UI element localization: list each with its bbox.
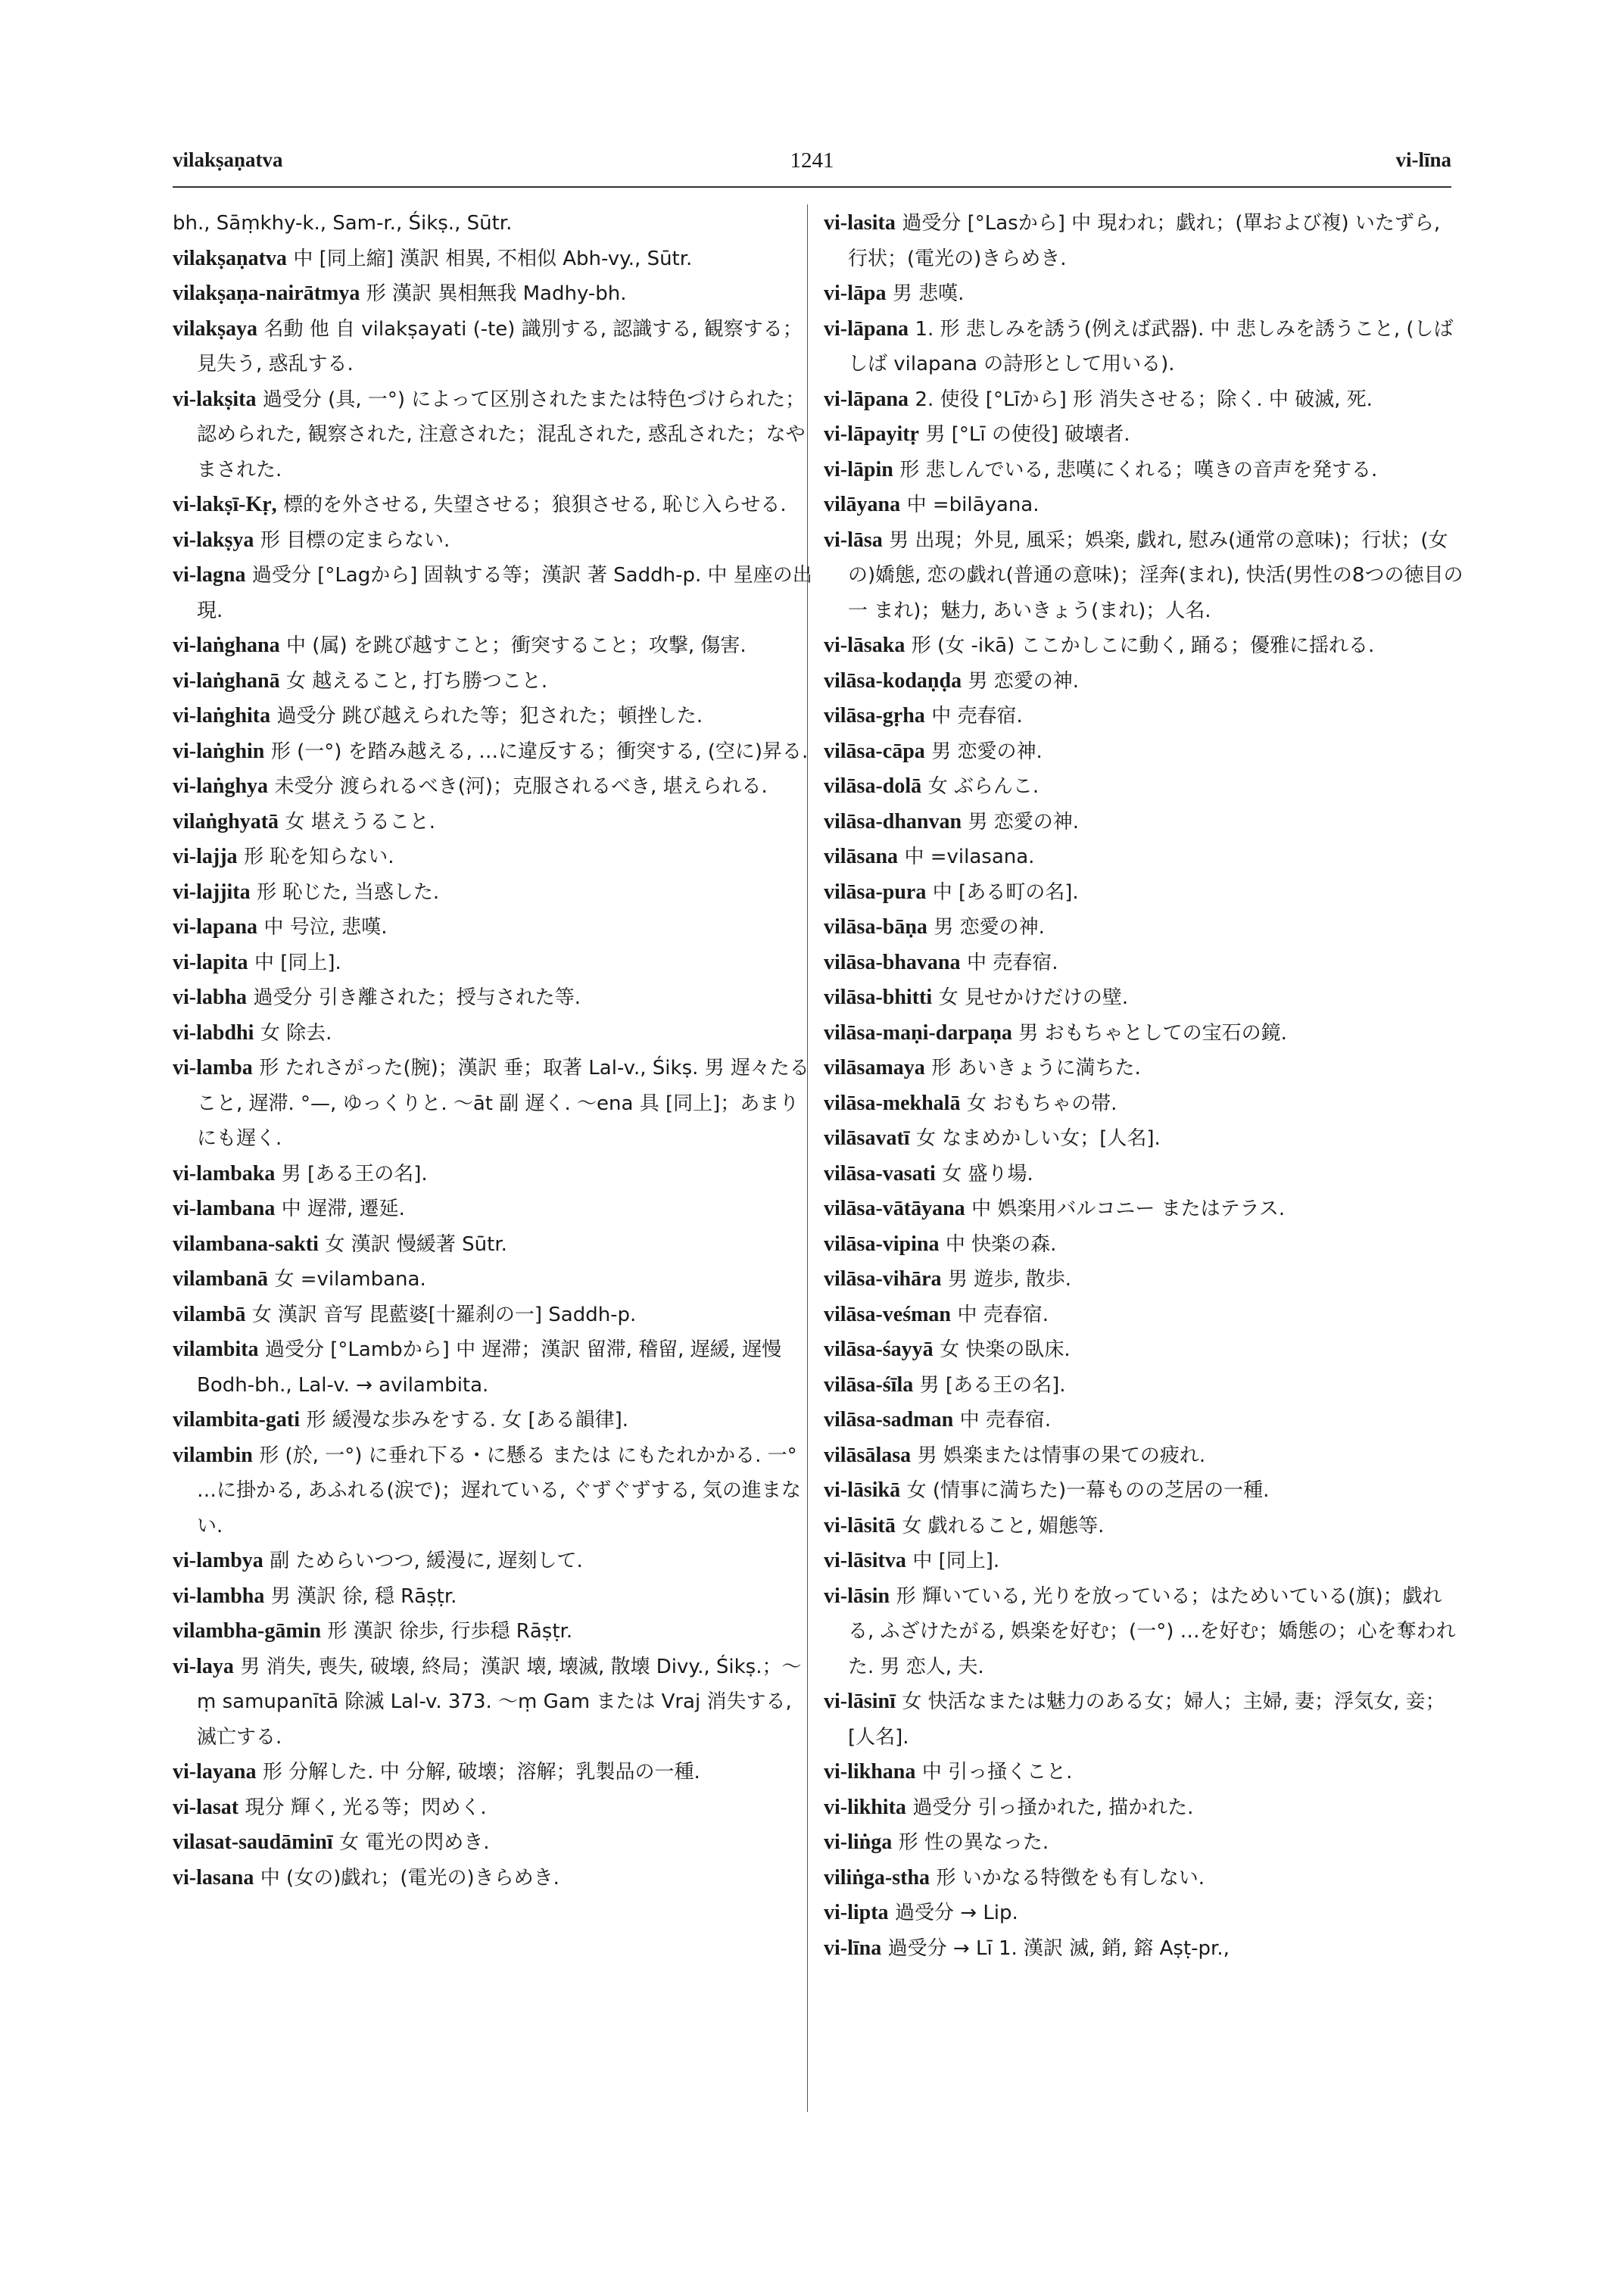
- dictionary-entry: [173, 1438, 812, 1544]
- entry-headword: vi-lāsa: [824, 528, 883, 552]
- dictionary-entry: [824, 699, 1463, 734]
- entry-definition: 女 盛り場.: [942, 1162, 1033, 1185]
- entry-headword: vilāsavatī: [824, 1126, 910, 1150]
- entry-definition: 男 悲嘆.: [892, 282, 965, 305]
- dictionary-entry: [173, 664, 812, 699]
- entry-headword: vilāsa-gṛha: [824, 704, 925, 727]
- entry-headword: vi-lāsaka: [824, 634, 906, 657]
- running-head: [173, 148, 1451, 182]
- dictionary-entry: [173, 1861, 812, 1896]
- entry-headword: vilāsa-vipina: [824, 1232, 940, 1256]
- entry-definition: 女 戯れること, 媚態等.: [902, 1514, 1105, 1537]
- dictionary-entry: [173, 946, 812, 981]
- entry-headword: vi-lasat: [173, 1795, 239, 1819]
- entry-headword: vi-laṅghya: [173, 774, 269, 798]
- entry-headword: vi-lakṣita: [173, 387, 257, 411]
- entry-headword: vi-lakṣya: [173, 528, 254, 552]
- entry-headword: vilambita-gati: [173, 1408, 300, 1432]
- dictionary-entry: [173, 382, 812, 488]
- entry-definition: 形 恥じた, 当惑した.: [257, 880, 440, 904]
- dictionary-entry: [824, 1896, 1463, 1931]
- entry-headword: vi-lasana: [173, 1865, 254, 1890]
- dictionary-entry: [824, 1931, 1463, 1967]
- entry-headword: vi-lāpana: [824, 316, 909, 341]
- entry-definition: 中 売春宿.: [957, 1303, 1049, 1326]
- entry-definition: 過受分 引っ掻かれた, 描かれた.: [912, 1796, 1194, 1819]
- entry-headword: vi-lāsin: [824, 1584, 890, 1608]
- dictionary-entry: [173, 1051, 812, 1157]
- entry-definition: 2. 使役 [°Līから] 形 消失させる；除く. 中 破滅, 死.: [915, 388, 1373, 411]
- entry-headword: vi-labha: [173, 986, 248, 1009]
- entry-definition: 男 消失, 喪失, 破壊, 終局；漢訳 壊, 壊滅, 散壊 Divy., Śikṣ.；～ṃ samupanītā 除滅 Lal-v. 373. ～ṃ Gam または Vraj 消失する, 滅亡する.: [197, 1655, 802, 1749]
- dictionary-entry: [824, 1403, 1463, 1438]
- dictionary-entry: [824, 875, 1463, 911]
- entry-headword: vi-lambha: [173, 1584, 265, 1608]
- dictionary-entry: [824, 1368, 1463, 1404]
- entry-definition: 過受分 [°Lasから] 中 現われ；戯れ；(單および複) いたずら, 行状；(電光の)きらめき.: [848, 212, 1441, 270]
- entry-definition: 男 娯楽または情事の果ての疲れ.: [917, 1444, 1206, 1467]
- dictionary-entry: [824, 382, 1463, 418]
- dictionary-entry: [824, 1157, 1463, 1192]
- dictionary-entry: [173, 1192, 812, 1227]
- entry-definition: 女 おもちゃの帯.: [966, 1092, 1117, 1115]
- entry-headword: vi-lambaka: [173, 1161, 276, 1185]
- entry-definition: 女 除去.: [260, 1021, 332, 1045]
- dictionary-entry: [824, 1086, 1463, 1122]
- entry-definition: 男 恋愛の神.: [934, 916, 1045, 939]
- entry-headword: vilāsamaya: [824, 1056, 925, 1080]
- entry-headword: vi-labdhi: [173, 1020, 254, 1045]
- entry-headword: vi-lāpayitṛ: [824, 422, 919, 446]
- entry-definition: 現分 輝く, 光る等；閃めく.: [245, 1796, 487, 1819]
- entry-headword: vi-layana: [173, 1760, 257, 1784]
- entry-headword: vi-lāpana: [824, 387, 909, 411]
- entry-headword: vilāsa-pura: [824, 880, 927, 904]
- entry-headword: vilāsālasa: [824, 1443, 912, 1467]
- dictionary-entry: [824, 1755, 1463, 1790]
- entry-headword: vi-lambana: [173, 1197, 276, 1220]
- entry-headword: vilāsa-bhavana: [824, 950, 961, 974]
- entry-definition: 過受分 (具, 一°) によって区別されたまたは特色づけられた；認められた, 観察された, 注意された；混乱された, 惑乱された；なやまされた.: [197, 388, 806, 481]
- dictionary-entry: [173, 840, 812, 875]
- entry-headword: vilambita: [173, 1338, 259, 1361]
- entry-headword: vilambā: [173, 1302, 246, 1326]
- entry-definition: 中 =bilāyana.: [906, 494, 1040, 516]
- entry-definition: 形 漢訳 異相無我 Madhy-bh.: [366, 282, 627, 305]
- entry-headword: vilāsa-sadman: [824, 1408, 954, 1432]
- dictionary-entry: [824, 1579, 1463, 1685]
- dictionary-entry: [824, 488, 1463, 523]
- entry-definition: 形 漢訳 徐歩, 行歩穏 Rāṣṭr.: [327, 1620, 573, 1643]
- entry-headword: vilambanā: [173, 1267, 269, 1291]
- entry-headword: vi-liṅga: [824, 1830, 893, 1854]
- entry-headword: vi-lajja: [173, 845, 238, 868]
- dictionary-entry: [824, 628, 1463, 664]
- dictionary-entry: [173, 1262, 812, 1298]
- dictionary-entry: [173, 628, 812, 664]
- dictionary-entry: [173, 276, 812, 312]
- entry-definition: 形 (女 -ikā) ここかしこに動く, 踊る；優雅に揺れる.: [911, 634, 1375, 657]
- dictionary-entry: [824, 1684, 1463, 1755]
- entry-headword: vi-laṅghin: [173, 739, 265, 763]
- dictionary-entry: [173, 1579, 812, 1615]
- entry-definition: 形 悲しんでいる, 悲嘆にくれる；嘆きの音声を発する.: [899, 458, 1378, 481]
- entry-definition: 女 越えること, 打ち勝つこと.: [286, 669, 548, 693]
- dictionary-entry: [173, 312, 812, 382]
- entry-definition: 形 恥を知らない.: [243, 846, 394, 868]
- dictionary-entry: [824, 1192, 1463, 1227]
- entry-definition: 男 [°Lī の使役] 破壊者.: [925, 423, 1130, 446]
- entry-headword: vilakṣaṇatva: [173, 246, 287, 270]
- entry-definition: 女 なまめかしい女；[人名].: [916, 1127, 1161, 1150]
- entry-definition: 中 快楽の森.: [945, 1232, 1057, 1256]
- entry-headword: vi-lasita: [824, 211, 896, 235]
- entry-definition: 過受分 → Lī 1. 漢訳 滅, 銷, 鎔 Aṣṭ-pr.,: [887, 1936, 1230, 1960]
- entry-definition: 女 ぶらんこ.: [927, 775, 1040, 798]
- entry-headword: vi-lāsikā: [824, 1478, 901, 1502]
- entry-headword: vilāsa-maṇi-darpaṇa: [824, 1020, 1012, 1045]
- dictionary-entry: [173, 734, 812, 770]
- entry-headword: viliṅga-stha: [824, 1865, 930, 1890]
- dictionary-entry: [824, 980, 1463, 1016]
- dictionary-entry: [173, 699, 812, 734]
- entry-definition: 男 おもちゃとしての宝石の鏡.: [1018, 1021, 1287, 1045]
- entry-definition: 男 [ある王の名].: [919, 1373, 1066, 1397]
- entry-definition: 男 出現；外見, 風采；娯楽, 戯れ, 慰み(通常の意味)；行状；(女の)嬌態, 恋の戯れ(普通の意味)；淫奔(まれ), 快活(男性の8つの徳目の一 まれ)；魅力, あいきょう(まれ)；人名.: [848, 528, 1463, 622]
- entry-definition: 形 緩漫な歩みをする. 女 [ある韻律].: [306, 1409, 629, 1432]
- dictionary-entry: [824, 312, 1463, 382]
- dictionary-entry: [173, 1157, 812, 1192]
- entry-headword: vilāsa-śīla: [824, 1372, 914, 1397]
- entry-headword: vi-lambya: [173, 1549, 263, 1572]
- dictionary-entry: [173, 980, 812, 1016]
- entry-headword: vi-lāpa: [824, 282, 887, 305]
- entry-definition: 女 漢訳 慢緩著 Sūtr.: [325, 1232, 507, 1256]
- entry-definition: 過受分 [°Lagから] 固執する等；漢訳 著 Saddh-p. 中 星座の出現.: [197, 564, 812, 622]
- dictionary-entry: [824, 1051, 1463, 1086]
- entry-definition: 形 (於, 一°) に垂れ下る・に懸る または にもたれかかる. 一° …に掛かる, あふれる(涙で)；遅れている, ぐずぐずする, 気の進まない.: [197, 1444, 801, 1537]
- dictionary-entry: [173, 1614, 812, 1650]
- dictionary-entry: [824, 1262, 1463, 1298]
- left-column: [173, 206, 812, 1896]
- dictionary-entry: [173, 1825, 812, 1861]
- entry-headword: vilāsa-kodaṇḍa: [824, 668, 962, 693]
- entry-definition: 形 いかなる特徴をも有しない.: [936, 1866, 1205, 1890]
- entry-headword: vilambana-sakti: [173, 1232, 319, 1256]
- entry-headword: vilāsa-bhitti: [824, 986, 933, 1009]
- entry-definition: 形 輝いている, 光りを放っている；はためいている(旗)；戯れる, ふざけたがる, 娯楽を好む；(一°) …を好む；嬌態の；心を奪われた. 男 恋人, 夫.: [848, 1584, 1456, 1678]
- dictionary-entry: [824, 1227, 1463, 1263]
- entry-definition: 標的を外させる, 失望させる；狼狽させる, 恥じ入らせる.: [283, 494, 787, 516]
- entry-headword: vilāsa-śayyā: [824, 1338, 934, 1361]
- dictionary-entry: [173, 206, 812, 241]
- entry-definition: 男 遊歩, 散歩.: [948, 1268, 1072, 1291]
- entry-definition: 未受分 渡られるべき(河)；克服されるべき, 堪えられる.: [274, 775, 768, 798]
- entry-headword: vi-līna: [824, 1936, 882, 1960]
- entry-headword: vilāsa-dolā: [824, 774, 922, 798]
- entry-definition: 中 [ある町の名].: [932, 880, 1079, 904]
- dictionary-entry: [824, 946, 1463, 981]
- entry-definition: 名動 他 自 vilakṣayati (-te) 識別する, 認識する, 観察する；見失う, 惑乱する.: [197, 317, 803, 375]
- dictionary-entry: [824, 1438, 1463, 1474]
- entry-definition: 男 恋愛の神.: [931, 740, 1043, 763]
- entry-definition: 女 快活なまたは魅力のある女；婦人；主婦, 妻；浮気女, 妾；[人名].: [848, 1690, 1445, 1749]
- entry-headword: vi-laya: [173, 1654, 234, 1678]
- dictionary-entry: [824, 417, 1463, 453]
- entry-definition: 中 娯楽用バルコニー またはテラス.: [971, 1198, 1286, 1220]
- entry-definition: 副 ためらいつつ, 緩漫に, 遅刻して.: [270, 1550, 583, 1572]
- entry-definition: 女 見せかけだけの壁.: [938, 986, 1129, 1009]
- dictionary-entry: [173, 805, 812, 840]
- entry-definition: 男 恋愛の神.: [968, 810, 1080, 833]
- entry-definition: 男 漢訳 徐, 穏 Rāṣṭr.: [270, 1584, 457, 1608]
- dictionary-entry: [173, 1298, 812, 1333]
- entry-headword: vi-laṅghita: [173, 704, 271, 727]
- dictionary-entry: [824, 1016, 1463, 1051]
- dictionary-entry: [173, 1544, 812, 1579]
- entry-definition: 形 (一°) を踏み越える, …に違反する；衝突する, (空に)昇る.: [270, 740, 809, 763]
- dictionary-entry: [173, 910, 812, 946]
- dictionary-entry: [824, 1332, 1463, 1368]
- entry-definition: 中 [同上].: [254, 951, 341, 974]
- dictionary-entry: [824, 1825, 1463, 1861]
- dictionary-entry: [824, 840, 1463, 875]
- entry-headword: vi-lajjita: [173, 880, 251, 904]
- header-rule: [173, 186, 1451, 188]
- entry-definition: 中 [同上].: [912, 1550, 1000, 1572]
- entry-headword: vilambha-gāmin: [173, 1619, 322, 1643]
- dictionary-entry: [173, 1790, 812, 1826]
- entry-definition: 過受分 引き離された；授与された等.: [253, 986, 581, 1009]
- entry-definition: 中 号泣, 悲嘆.: [263, 916, 388, 939]
- dictionary-entry: [173, 1332, 812, 1403]
- entry-definition: 過受分 跳び越えられた等；犯された；頓挫した.: [276, 705, 703, 727]
- entry-definition: 女 =vilambana.: [274, 1268, 426, 1291]
- dictionary-entry: [173, 488, 812, 523]
- dictionary-entry: [824, 1861, 1463, 1896]
- dictionary-entry: [173, 1016, 812, 1051]
- entry-headword: vi-laṅghana: [173, 634, 280, 657]
- dictionary-entry: [173, 1650, 812, 1756]
- entry-headword: vilāsa-vasati: [824, 1161, 936, 1185]
- dictionary-entry: [173, 1403, 812, 1438]
- entry-definition: 中 売春宿.: [966, 951, 1058, 974]
- entry-definition: 中 =vilasana.: [904, 846, 1035, 868]
- right-column: [824, 206, 1463, 1966]
- dictionary-entry: [824, 206, 1463, 276]
- entry-definition: 形 分解した. 中 分解, 破壊；溶解；乳製品の一種.: [262, 1761, 700, 1784]
- entry-definition: 女 電光の閃めき.: [339, 1831, 490, 1854]
- entry-headword: vi-lapana: [173, 915, 258, 939]
- entry-headword: vi-lapita: [173, 950, 248, 974]
- entry-headword: vilāyana: [824, 493, 901, 516]
- entry-headword: vi-lāsinī: [824, 1690, 896, 1713]
- entry-definition: 男 恋愛の神.: [968, 669, 1080, 693]
- dictionary-entry: [824, 1121, 1463, 1157]
- dictionary-entry: [824, 453, 1463, 488]
- entry-definition: 中 売春宿.: [959, 1409, 1052, 1432]
- dictionary-entry: [173, 1227, 812, 1263]
- entry-headword: vi-lipta: [824, 1901, 889, 1924]
- entry-definition: 中 (女の)戯れ；(電光の)きらめき.: [260, 1866, 560, 1890]
- entry-definition: 中 引っ掻くこと.: [921, 1761, 1073, 1784]
- entry-headword: vi-lāpin: [824, 457, 893, 481]
- dictionary-entry: [824, 1790, 1463, 1826]
- entry-definition: 女 漢訳 音写 毘藍婆[十羅刹の一] Saddh-p.: [251, 1303, 637, 1326]
- dictionary-entry: [173, 769, 812, 805]
- entry-headword: vilāsa-mekhalā: [824, 1091, 961, 1115]
- dictionary-entry: [824, 769, 1463, 805]
- dictionary-entry: [824, 734, 1463, 770]
- dictionary-entry: [173, 875, 812, 911]
- dictionary-entry: [173, 1755, 812, 1790]
- running-head-left: vilakṣaṇatva: [173, 148, 283, 171]
- entry-definition: 形 目標の定まらない.: [260, 528, 450, 552]
- entry-definition: 形 たれさがった(腕)；漢訳 垂；取著 Lal-v., Śikṣ. 男 遅々たること, 遅滞. °—, ゆっくりと. ～āt 副 遅く. ～ena 具 [同上]；あまりにも遅く.: [197, 1057, 809, 1150]
- entry-headword: vilasat-saudāminī: [173, 1830, 333, 1854]
- entry-definition: 女 堪えうること.: [285, 810, 435, 833]
- entry-definition: 過受分 [°Lambから] 中 遅滞；漢訳 留滞, 稽留, 遅緩, 遅慢 Bodh-bh., Lal-v. → avilambita.: [197, 1338, 782, 1397]
- entry-headword: vi-likhana: [824, 1760, 916, 1784]
- running-head-right: vi-līna: [1395, 148, 1451, 171]
- entry-headword: vilambin: [173, 1443, 253, 1467]
- entry-headword: vilaṅghyatā: [173, 809, 279, 833]
- entry-headword: vilāsa-dhanvan: [824, 809, 962, 833]
- entry-definition: 男 [ある王の名].: [281, 1162, 428, 1185]
- page-number: 1241: [790, 148, 834, 173]
- entry-headword: vi-laṅghanā: [173, 668, 280, 693]
- entry-definition: 女 (情事に満ちた)一幕ものの芝居の一種.: [906, 1479, 1270, 1502]
- entry-headword: vilāsa-vihāra: [824, 1267, 942, 1291]
- entry-headword: vi-lagna: [173, 563, 246, 587]
- entry-headword: vilāsa-vātāyana: [824, 1197, 965, 1220]
- dictionary-entry: [173, 523, 812, 559]
- dictionary-entry: [824, 1298, 1463, 1333]
- entry-headword: vilakṣaya: [173, 316, 258, 341]
- dictionary-entry: [173, 558, 812, 628]
- entry-definition: 1. 形 悲しみを誘う(例えば武器). 中 悲しみを誘うこと, (しばしば vilapana の詩形として用いる).: [848, 317, 1454, 375]
- dictionary-entry: [824, 664, 1463, 699]
- dictionary-entry: [824, 276, 1463, 312]
- entry-headword: vilāsa-bāṇa: [824, 915, 927, 939]
- entry-definition: 形 あいきょうに満ちた.: [931, 1057, 1141, 1080]
- entry-definition: 過受分 → Lip.: [895, 1902, 1018, 1924]
- entry-definition: 中 [同上縮] 漢訳 相異, 不相似 Abh-vy., Sūtr.: [293, 247, 693, 270]
- entry-headword: vi-lāsitā: [824, 1513, 896, 1537]
- dictionary-entry: [824, 523, 1463, 629]
- entry-definition: 形 性の異なった.: [898, 1831, 1049, 1854]
- entry-definition: 中 遅滞, 遷延.: [281, 1198, 405, 1220]
- dictionary-entry: [824, 1473, 1463, 1509]
- dictionary-entry: [824, 910, 1463, 946]
- dictionary-entry: [824, 1509, 1463, 1544]
- entry-definition: 中 (属) を跳び越すこと；衝突すること；攻撃, 傷害.: [286, 634, 747, 657]
- entry-headword: vi-likhita: [824, 1795, 906, 1819]
- entry-definition: 中 売春宿.: [931, 705, 1023, 727]
- entry-headword: vi-lāsitva: [824, 1549, 906, 1572]
- entry-definition: 女 快楽の臥床.: [940, 1338, 1071, 1361]
- entry-headword: vi-lamba: [173, 1056, 253, 1080]
- entry-definition: bh., Sāṃkhy-k., Sam-r., Śikṣ., Sūtr.: [173, 212, 513, 235]
- entry-headword: vi-lakṣī-Kṛ,: [173, 493, 277, 516]
- dictionary-entry: [173, 241, 812, 277]
- entry-headword: vilakṣaṇa-nairātmya: [173, 282, 360, 305]
- entry-headword: vilāsa-cāpa: [824, 739, 925, 763]
- entry-headword: vilāsana: [824, 845, 899, 868]
- dictionary-entry: [824, 1544, 1463, 1579]
- dictionary-entry: [824, 805, 1463, 840]
- entry-headword: vilāsa-veśman: [824, 1302, 951, 1326]
